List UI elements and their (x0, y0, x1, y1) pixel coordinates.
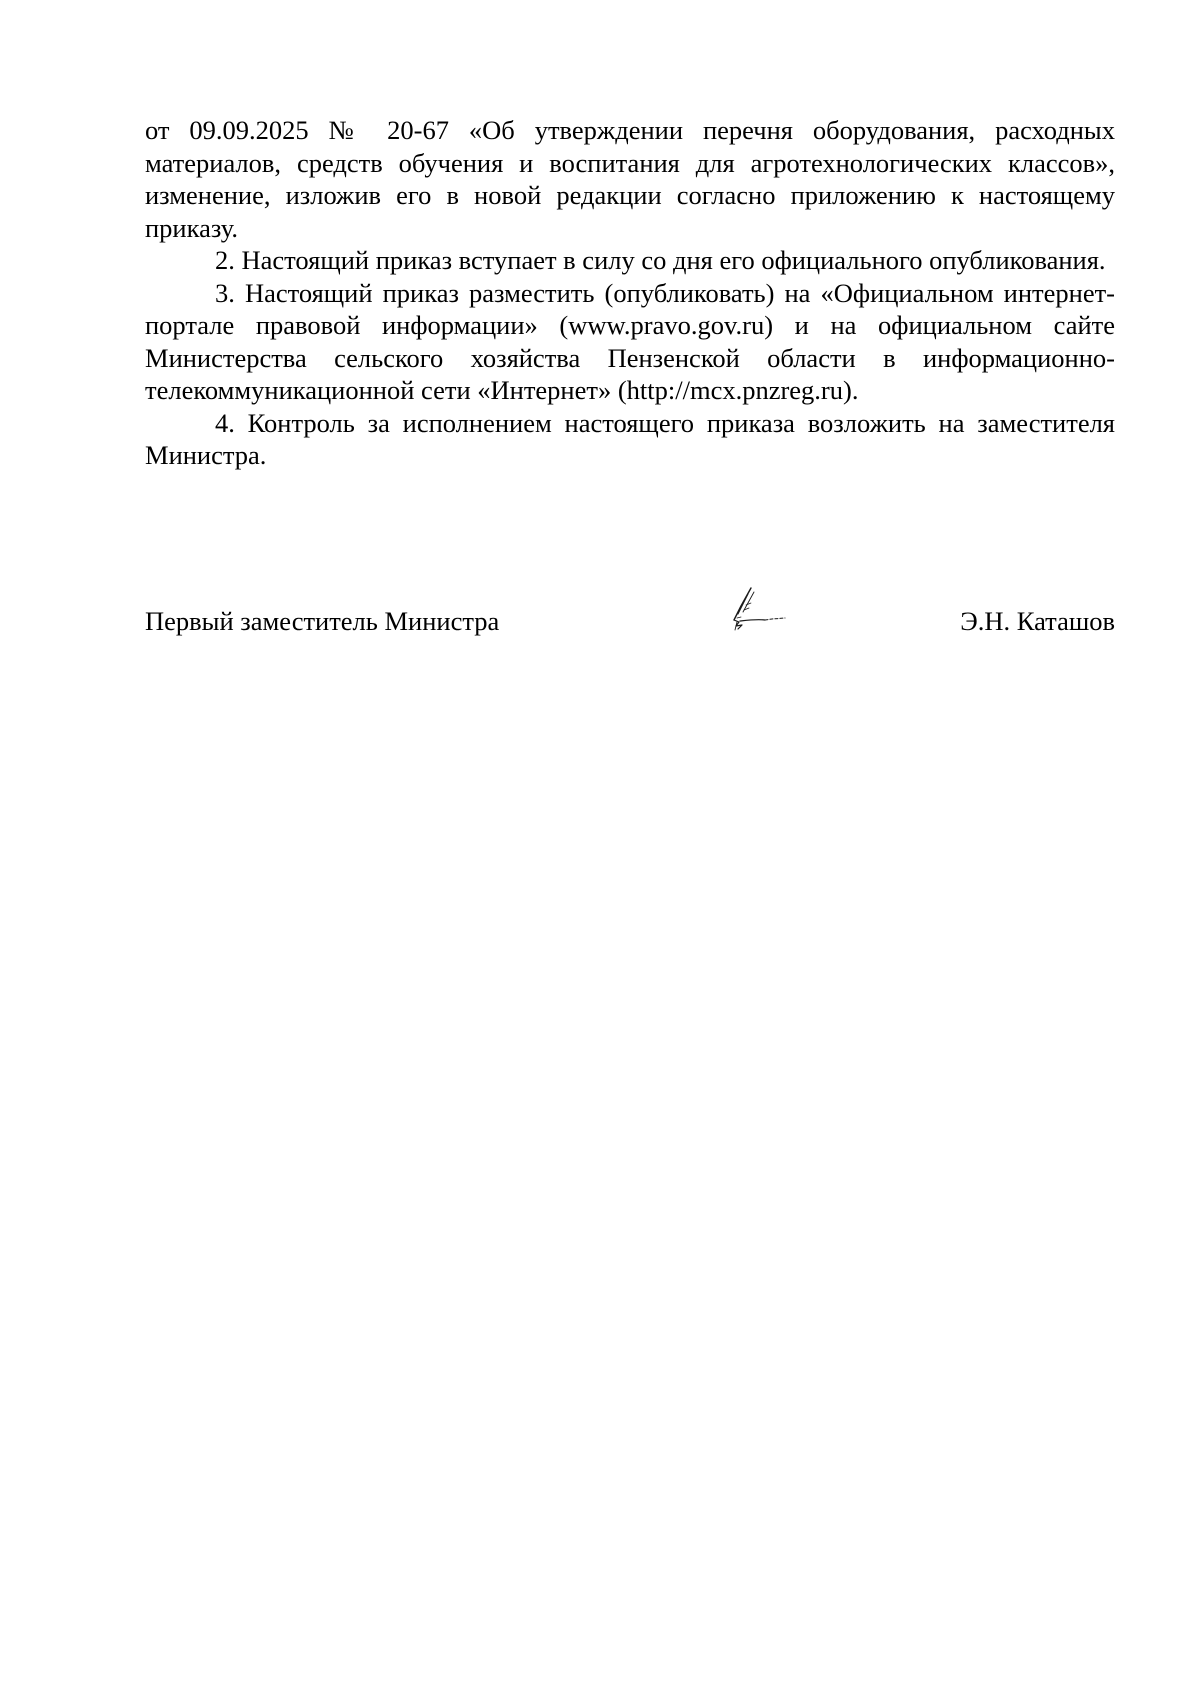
paragraph-continuation: от 09.09.2025 № 20-67 «Об утверждении перечня оборудования, расходных материалов, средств обучения и воспитания для агротехнологических классов», изменение, изложив его в новой редакции согласно приложению к настоящему приказу. (145, 115, 1115, 243)
paragraph-item-2: 2. Настоящий приказ вступает в силу со дня его официального опубликования. (215, 245, 1106, 275)
document-body (145, 114, 1115, 472)
paragraph-item-4: 4. Контроль за исполнением настоящего приказа возложить на заместителя Министра. (145, 407, 1115, 470)
signatory-name: Э.Н. Каташов (960, 606, 1115, 636)
paragraph-item-3: 3. Настоящий приказ разместить (опубликовать) на «Официальном интернет-портале правовой информации» (www.pravo.gov.ru) и на официальном сайте Министерства сельского хозяйства Пензенской области в информационно-телекоммуникационной сети «Интернет» (http://mcx.pnzreg.ru). (145, 277, 1115, 405)
signature-block (145, 590, 1115, 650)
signatory-position: Первый заместитель Министра (145, 606, 500, 636)
handwritten-signature (727, 584, 797, 644)
